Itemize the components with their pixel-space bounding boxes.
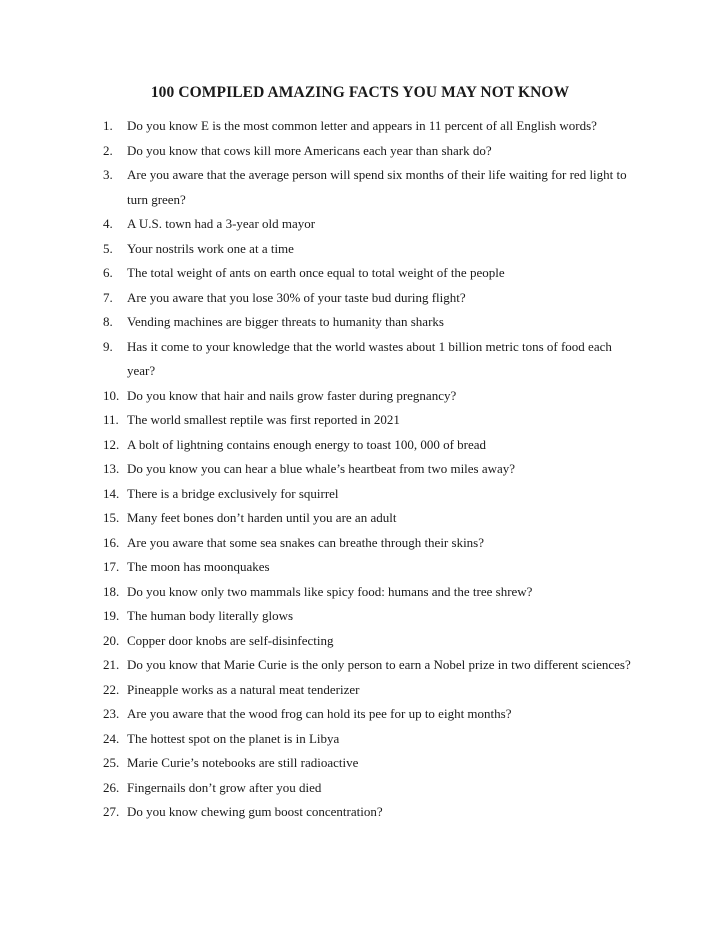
list-item-text: Many feet bones don’t harden until you are an adult (127, 510, 397, 525)
list-item (103, 335, 643, 384)
list-item-number: 7. (103, 289, 113, 305)
list-item (103, 800, 643, 825)
list-item-text: Fingernails don’t grow after you died (127, 779, 322, 795)
list-item (103, 139, 643, 164)
list-item-text: Do you know that cows kill more Americans each year than shark do? (127, 142, 492, 158)
list-item-text: Are you aware that the wood frog can hold its pee for up to eight months? (127, 706, 512, 721)
list-item-text: Pineapple works as a natural meat tenderizer (127, 681, 360, 697)
list-item-number: 14. (103, 485, 120, 501)
list-item (103, 776, 643, 801)
list-item (103, 531, 643, 556)
list-item (103, 212, 643, 237)
list-item-text: Vending machines are bigger threats to humanity than sharks (127, 314, 444, 329)
list-item-text: The world smallest reptile was first reported in 2021 (127, 412, 400, 427)
list-item-text: Are you aware that the average person will spend six months of their life waiting for red light to turn green? (127, 167, 627, 207)
list-item-number: 4. (103, 216, 113, 231)
list-item-text: There is a bridge exclusively for squirrel (127, 485, 339, 501)
list-item-number: 16. (103, 534, 120, 550)
list-item-text: Do you know you can hear a blue whale’s heartbeat from two miles away? (127, 461, 516, 476)
list-item (103, 653, 643, 678)
list-item-text: Your nostrils work one at a time (127, 240, 294, 256)
list-item-text: Do you know only two mammals like spicy food: humans and the tree shrew? (127, 583, 533, 599)
list-item-text: Do you know that Marie Curie is the only person to earn a Nobel prize in two different sciences? (127, 657, 631, 672)
list-item (103, 629, 643, 654)
list-item-number: 8. (103, 314, 113, 329)
list-item-text: Copper door knobs are self-disinfecting (127, 632, 334, 648)
list-item-text: A U.S. town had a 3-year old mayor (127, 216, 316, 231)
list-item-number: 5. (103, 240, 113, 256)
list-item (103, 384, 643, 409)
list-item-number: 17. (103, 559, 120, 574)
list-item-number: 12. (103, 436, 120, 452)
list-item (103, 727, 643, 752)
list-item (103, 408, 643, 433)
list-item-number: 23. (103, 706, 120, 721)
list-item (103, 580, 643, 605)
list-item-number: 10. (103, 387, 120, 403)
list-item (103, 457, 643, 482)
list-item-number: 21. (103, 657, 120, 672)
list-item-text: Do you know chewing gum boost concentration? (127, 804, 383, 819)
list-item (103, 555, 643, 580)
list-item-text: Do you know that hair and nails grow faster during pregnancy? (127, 387, 457, 403)
list-item-number: 13. (103, 461, 120, 476)
list-item-number: 22. (103, 681, 120, 697)
list-item (103, 506, 643, 531)
list-item-number: 20. (103, 632, 120, 648)
list-item-number: 27. (103, 804, 120, 819)
page-title: 100 COMPILED AMAZING FACTS YOU MAY NOT KNOW (150, 84, 570, 101)
list-item (103, 751, 643, 776)
list-item (103, 114, 643, 139)
list-item-number: 19. (103, 608, 120, 623)
list-item (103, 678, 643, 703)
list-item-text: The hottest spot on the planet is in Libya (127, 730, 340, 746)
list-item-text: Are you aware that some sea snakes can breathe through their skins? (127, 534, 485, 550)
list-item (103, 237, 643, 262)
list-item-number: 25. (103, 755, 120, 770)
facts-list (103, 114, 643, 825)
list-item-text: Do you know E is the most common letter and appears in 11 percent of all English words? (127, 118, 597, 133)
list-item-text: The moon has moonquakes (127, 559, 270, 574)
list-item-number: 6. (103, 265, 113, 280)
list-item (103, 482, 643, 507)
list-item-number: 26. (103, 779, 120, 795)
list-item-number: 18. (103, 583, 120, 599)
list-item-number: 15. (103, 510, 120, 525)
list-item-number: 24. (103, 730, 120, 746)
list-item-number: 1. (103, 118, 113, 133)
list-item-text: Has it come to your knowledge that the world wastes about 1 billion metric tons of food each year? (127, 338, 612, 378)
list-item (103, 286, 643, 311)
list-item-number: 3. (103, 167, 113, 182)
list-item-number: 11. (103, 412, 119, 427)
list-item (103, 163, 643, 212)
list-item (103, 702, 643, 727)
list-item (103, 604, 643, 629)
list-item (103, 433, 643, 458)
list-item-text: A bolt of lightning contains enough energy to toast 100, 000 of bread (127, 436, 487, 452)
list-item-text: Are you aware that you lose 30% of your taste bud during flight? (127, 289, 466, 305)
list-item-text: The total weight of ants on earth once equal to total weight of the people (127, 265, 505, 280)
list-item (103, 310, 643, 335)
list-item-text: Marie Curie’s notebooks are still radioactive (127, 755, 359, 770)
list-item (103, 261, 643, 286)
list-item-number: 2. (103, 142, 113, 158)
list-item-number: 9. (103, 338, 113, 354)
list-item-text: The human body literally glows (127, 608, 294, 623)
